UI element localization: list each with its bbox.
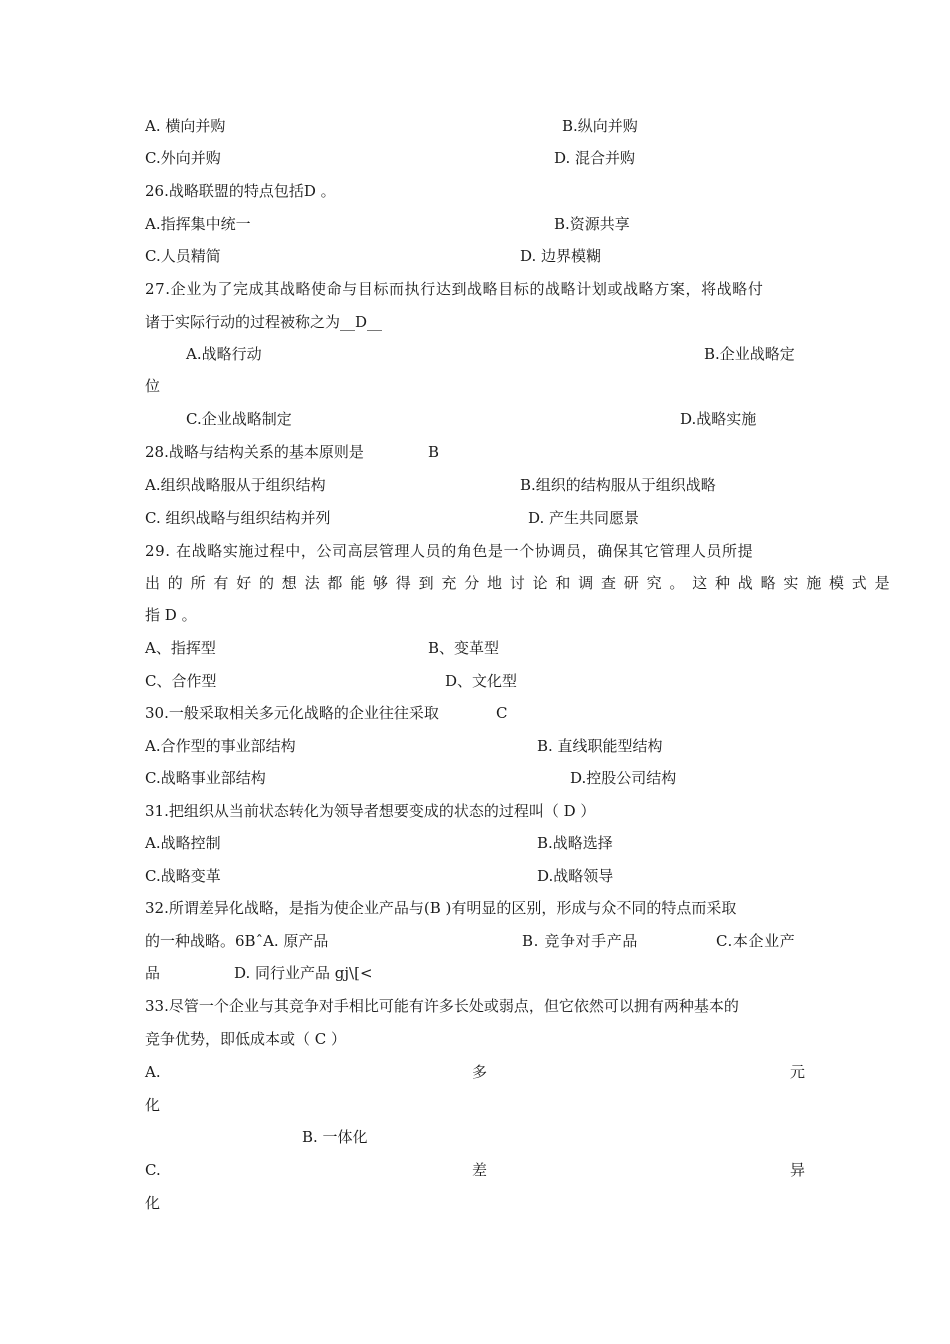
q25-option-c: C.外向并购 [145, 149, 221, 167]
q28-answer: B [428, 443, 440, 461]
q27-option-c: C.企业战略制定 [186, 410, 292, 428]
q33-stem-line1: 33.尽管一个企业与其竞争对手相比可能有许多长处或弱点，但它依然可以拥有两种基本的 [145, 997, 739, 1015]
q27-option-a: A.战略行动 [186, 345, 262, 363]
q29-option-b: B、变革型 [428, 639, 500, 657]
q33-option-a-wrap: 化 [145, 1096, 161, 1114]
q30-option-b: B. 直线职能型结构 [537, 737, 663, 755]
q27-option-b-wrap: 位 [145, 377, 161, 395]
q27-option-d: D.战略实施 [680, 410, 757, 428]
q29-option-d: D、文化型 [445, 672, 518, 690]
q29-option-a: A、指挥型 [145, 639, 216, 657]
q28-option-d: D. 产生共同愿景 [528, 509, 640, 527]
q27-stem-line2: 诸于实际行动的过程被称之为__D__ [145, 313, 383, 331]
q25-option-b: B.纵向并购 [562, 117, 638, 135]
q25-option-a: A. 横向并购 [145, 117, 226, 135]
q30-answer: C [496, 704, 508, 722]
q28-stem: 28.战略与结构关系的基本原则是 [145, 443, 364, 461]
q31-option-a: A.战略控制 [145, 834, 221, 852]
q31-option-d: D.战略领导 [537, 867, 614, 885]
q30-option-d: D.控股公司结构 [570, 769, 677, 787]
q33-option-a-label: A. [145, 1063, 161, 1081]
q32-line2-option-a: 的一种战略。6BˆA. 原产品 [145, 932, 329, 950]
q28-option-a: A.组织战略服从于组织结构 [145, 476, 326, 494]
q32-option-d: D. 同行业产品 gj\[< [234, 964, 373, 982]
q30-option-a: A.合作型的事业部结构 [145, 737, 296, 755]
q32-option-c: C.本企业产 [716, 932, 796, 950]
q25-option-d: D. 混合并购 [554, 149, 636, 167]
q26-option-c: C.人员精简 [145, 247, 221, 265]
q26-option-b: B.资源共享 [554, 215, 630, 233]
q33-option-c-wrap: 化 [145, 1194, 161, 1212]
q33-option-c-label: C. [145, 1161, 161, 1179]
q33-option-b: B. 一体化 [302, 1128, 368, 1146]
q32-option-b: B. 竞争对手产品 [522, 932, 638, 950]
q26-stem: 26.战略联盟的特点包括D 。 [145, 182, 336, 200]
q33-option-a-mid: 多 [472, 1063, 488, 1081]
q30-stem: 30.一般采取相关多元化战略的企业往往采取 [145, 704, 439, 722]
q26-option-a: A.指挥集中统一 [145, 215, 251, 233]
q33-option-a-end: 元 [790, 1063, 806, 1081]
q32-option-c-wrap: 品 [145, 964, 161, 982]
q31-option-b: B.战略选择 [537, 834, 613, 852]
q28-option-b: B.组织的结构服从于组织战略 [520, 476, 716, 494]
q27-option-b: B.企业战略定 [704, 345, 795, 363]
q29-stem-line2: 出的所有好的想法都能够得到充分地讨论和调查研究。这种战略实施模式是 [145, 574, 898, 592]
q31-stem: 31.把组织从当前状态转化为领导者想要变成的状态的过程叫（ D ） [145, 802, 596, 820]
q29-option-c: C、合作型 [145, 672, 217, 690]
q30-option-c: C.战略事业部结构 [145, 769, 266, 787]
q27-stem-line1: 27.企业为了完成其战略使命与目标而执行达到战略目标的战略计划或战略方案，将战略付 [145, 280, 764, 298]
q33-option-c-end: 异 [790, 1161, 806, 1179]
q26-option-d: D. 边界模糊 [520, 247, 602, 265]
q33-option-c-mid: 差 [472, 1161, 488, 1179]
q29-stem-line1: 29. 在战略实施过程中，公司高层管理人员的角色是一个协调员，确保其它管理人员所提 [145, 542, 754, 560]
q28-option-c: C. 组织战略与组织结构并列 [145, 509, 331, 527]
q32-stem-line1: 32.所谓差异化战略，是指为使企业产品与(B )有明显的区别，形成与众不同的特点而采取 [145, 899, 737, 917]
q31-option-c: C.战略变革 [145, 867, 221, 885]
q29-stem-line3: 指 D 。 [145, 606, 197, 624]
q33-stem-line2: 竞争优势，即低成本或（ C ） [145, 1030, 347, 1048]
